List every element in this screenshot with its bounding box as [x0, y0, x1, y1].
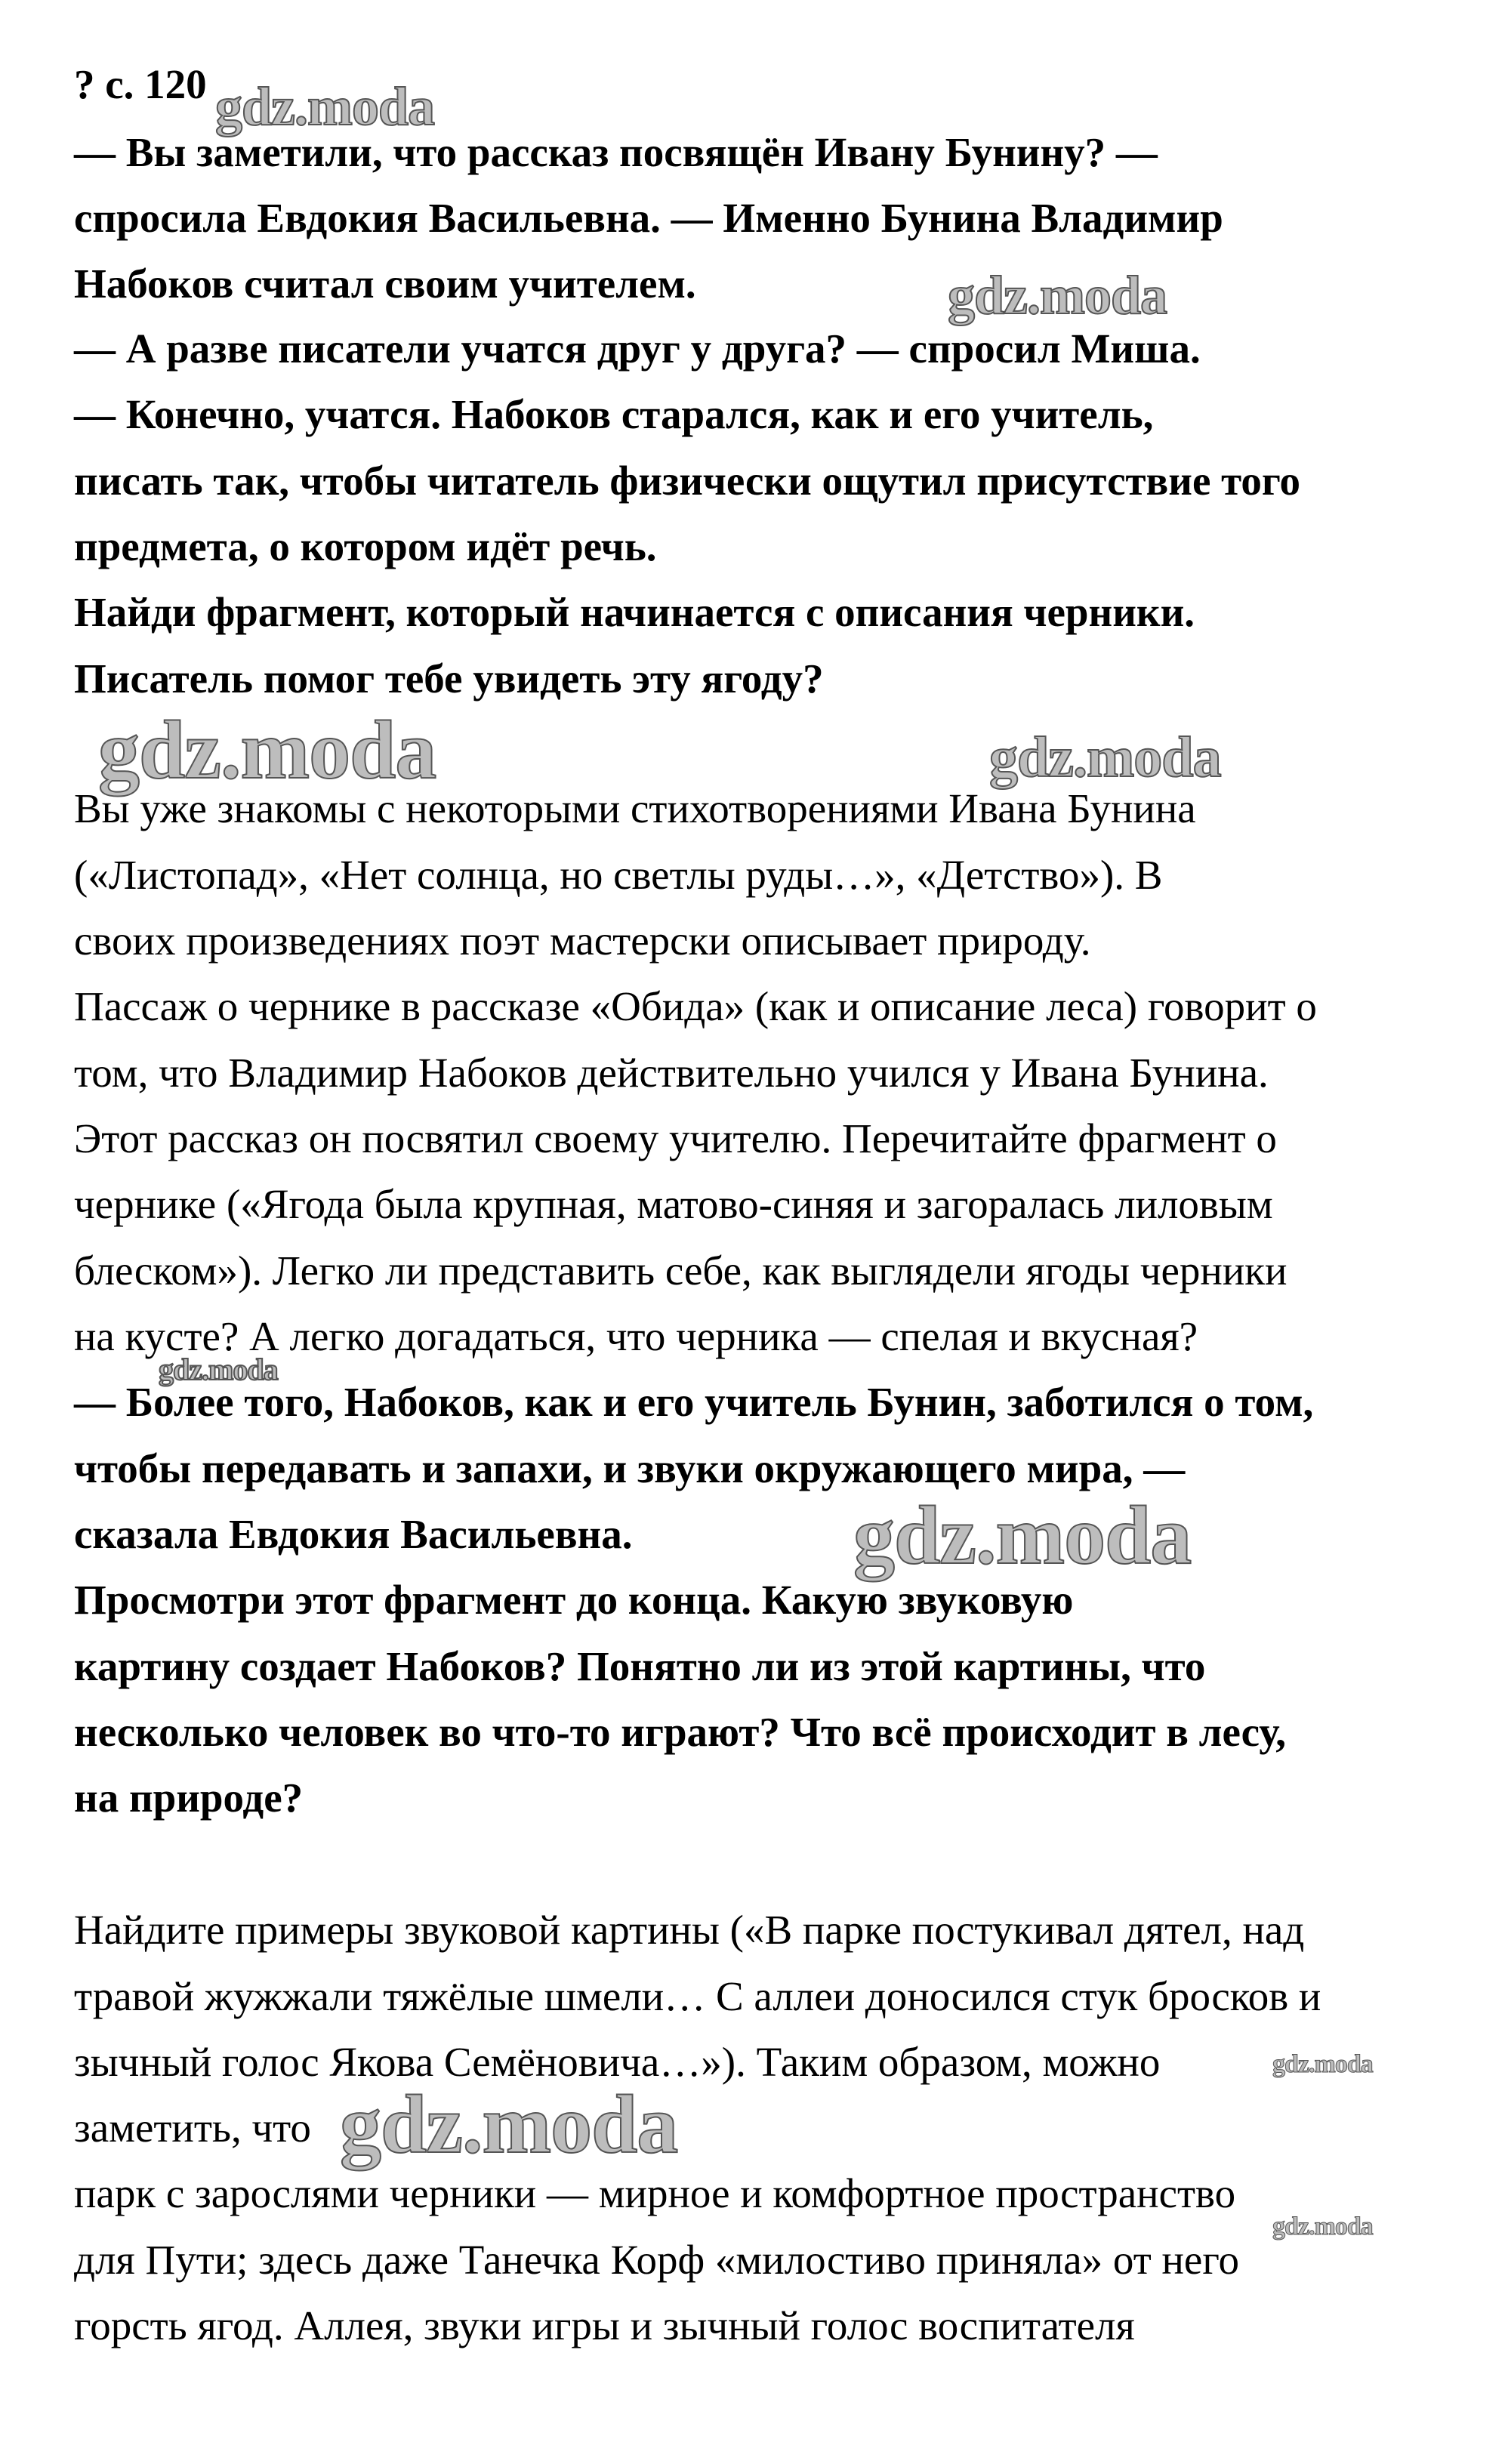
watermark-logo: gdz.moda [340, 2078, 678, 2170]
watermark-logo: gdz.moda [989, 726, 1221, 789]
page-header: ? с. 120 [74, 61, 207, 107]
text-line: зычный голос Якова Семёновича…»). Таким образом, можно [74, 2039, 1161, 2085]
text-line: чернике («Ягода была крупная, матово-синяя и загоралась лиловым [74, 1181, 1273, 1227]
text-line: горсть ягод. Аллея, звуки игры и зычный голос воспитателя [74, 2302, 1135, 2348]
text-line: Найдите примеры звуковой картины («В парке постукивал дятел, над [74, 1907, 1305, 1953]
text-line: своих произведениях поэт мастерски описывает природу. [74, 917, 1091, 964]
watermark-logo: gdz.moda [1272, 2050, 1373, 2078]
text-line: несколько человек во что-то играют? Что всё происходит в лесу, [74, 1709, 1287, 1755]
text-line: Просмотри этот фрагмент до конца. Какую звуковую [74, 1577, 1074, 1623]
watermark-logo: gdz.moda [853, 1489, 1192, 1581]
text-line: предмета, о котором идёт речь. [74, 523, 657, 569]
text-line: на кусте? А легко догадаться, что черника — спелая и вкусная? [74, 1313, 1198, 1359]
text-line: сказала Евдокия Васильевна. [74, 1511, 633, 1557]
text-line: картину создает Набоков? Понятно ли из этой картины, что [74, 1643, 1206, 1689]
text-line: для Пути; здесь даже Танечка Корф «милостиво приняла» от него [74, 2237, 1240, 2283]
text-line: — Вы заметили, что рассказ посвящён Ивану Бунину? — [74, 129, 1158, 175]
text-line: парк с зарослями черники — мирное и комфортное пространство [74, 2170, 1236, 2216]
text-line: травой жужжали тяжёлые шмели… С аллеи доносился стук бросков и [74, 1973, 1321, 2019]
text-line: Набоков считал своим учителем. [74, 261, 696, 307]
text-line: спросила Евдокия Васильевна. — Именно Бунина Владимир [74, 195, 1223, 241]
text-line: блеском»). Легко ли представить себе, как выглядели ягоды черники [74, 1247, 1288, 1294]
text-line: заметить, что [74, 2105, 311, 2151]
text-line: Писатель помог тебе увидеть эту ягоду? [74, 655, 824, 702]
watermark-logo: gdz.moda [1272, 2213, 1373, 2240]
text-line: — Конечно, учатся. Набоков старался, как и его учитель, [74, 391, 1154, 437]
text-line: Пассаж о чернике в рассказе «Обида» (как и описание леса) говорит о [74, 983, 1317, 1029]
text-line: чтобы передавать и запахи, и звуки окружающего мира, — [74, 1445, 1186, 1491]
text-line: — А разве писатели учатся друг у друга? — спросил Миша. [74, 325, 1201, 372]
text-line: («Листопад», «Нет солнца, но светлы руды…», «Детство»). В [74, 852, 1163, 898]
watermark-logo: gdz.moda [159, 1352, 278, 1386]
text-line: Вы уже знакомы с некоторыми стихотворениями Ивана Бунина [74, 785, 1196, 831]
text-line: на природе? [74, 1775, 304, 1821]
text-line: Найди фрагмент, который начинается с описания черники. [74, 589, 1195, 635]
text-line: писать так, чтобы читатель физически ощутил присутствие того [74, 458, 1301, 504]
text-line: Этот рассказ он посвятил своему учителю. Перечитайте фрагмент о [74, 1115, 1277, 1161]
text-line: том, что Владимир Набоков действительно учился у Ивана Бунина. [74, 1050, 1269, 1096]
text-line: — Более того, Набоков, как и его учитель Бунин, заботился о том, [74, 1379, 1314, 1425]
watermark-logo: gdz.moda [98, 704, 436, 796]
watermark-logo: gdz.moda [215, 76, 435, 137]
watermark-logo: gdz.moda [948, 265, 1167, 325]
